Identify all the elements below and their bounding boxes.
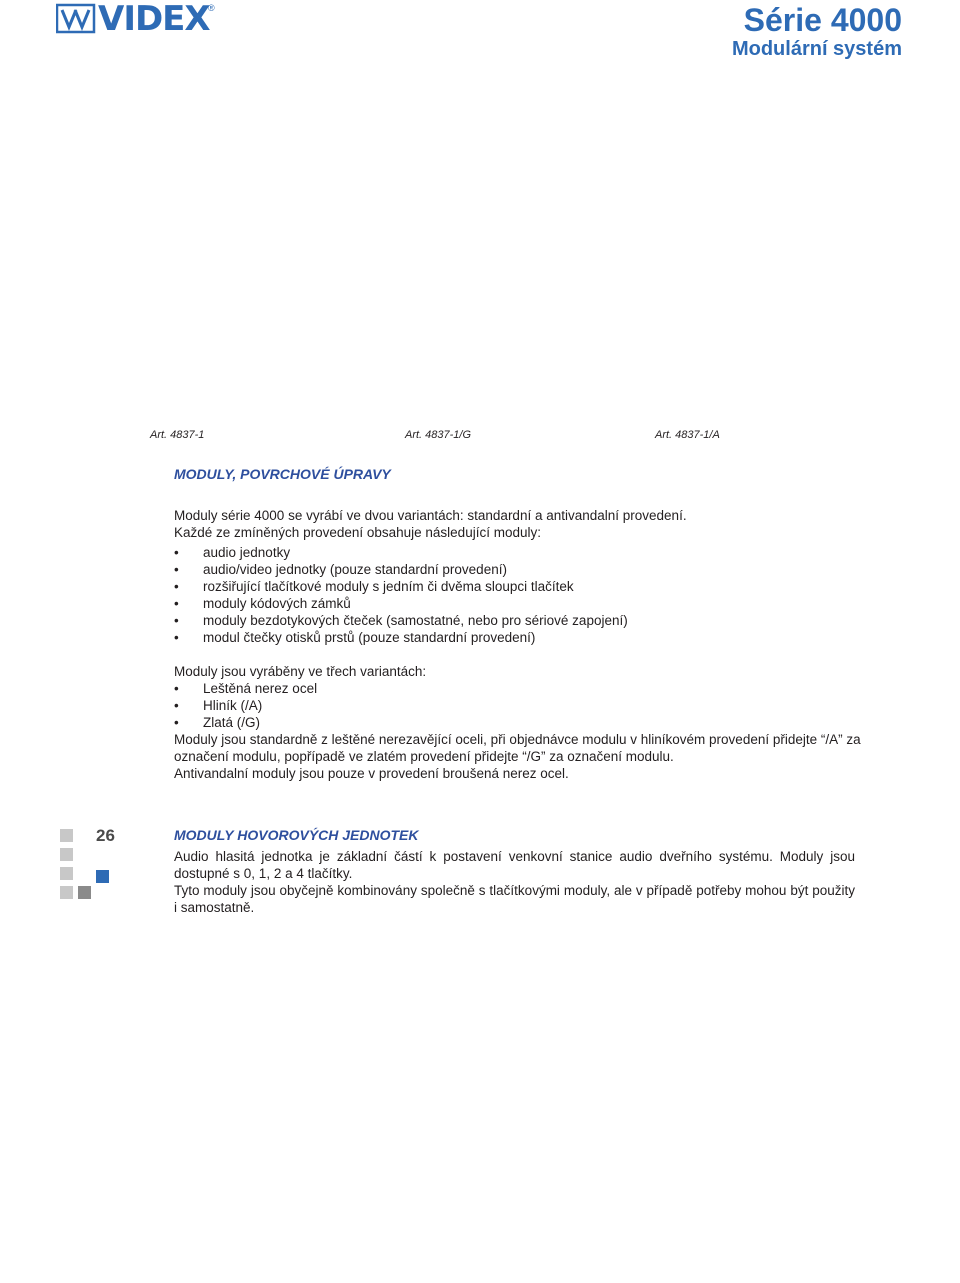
list-item: • Leštěná nerez ocel bbox=[174, 680, 864, 697]
page-number: 26 bbox=[96, 826, 115, 845]
registered-mark: ® bbox=[208, 3, 215, 13]
section-body-modules bbox=[174, 507, 864, 782]
list-item: • Hliník (/A) bbox=[174, 697, 864, 714]
intro-line-1: Moduly série 4000 se vyrábí ve dvou variantách: standardní a antivandalní provedení. bbox=[174, 508, 687, 523]
logo-wordmark: VIDEX bbox=[98, 0, 210, 39]
finish-note: Moduly jsou standardně z leštěné nerezavějící oceli, při objednávce modulu v hliníkovém provedení přidejte “/A” za označení modulu, popřípadě ve zlatém provedení přidejte “/G” za označení modulu. bbox=[174, 732, 861, 764]
intro-line-2: Každé ze zmíněných provedení obsahuje následující moduly: bbox=[174, 525, 541, 540]
list-item: • moduly bezdotykových čteček (samostatné, nebo pro sériové zapojení) bbox=[174, 612, 864, 629]
caption-art-3: Art. 4837-1/A bbox=[655, 429, 720, 441]
module-list bbox=[174, 544, 864, 646]
list-item: • Zlatá (/G) bbox=[174, 714, 864, 731]
list-item: • rozšiřující tlačítkové moduly s jedním či dvěma sloupci tlačítek bbox=[174, 578, 864, 595]
audio-paragraph-2: Tyto moduly jsou obyčejně kombinovány společně s tlačítkovými moduly, ale v případě potřeby mohou být použity i samostatně. bbox=[174, 883, 855, 915]
audio-paragraph-1: Audio hlasitá jednotka je základní částí k postavení venkovní stanice audio dveřního systému. Moduly jsou dostupné s 0, 1, 2 a 4 tlačítky. bbox=[174, 849, 855, 881]
list-item: • moduly kódových zámků bbox=[174, 595, 864, 612]
antivandal-note: Antivandalní moduly jsou pouze v provedení broušená nerez ocel. bbox=[174, 766, 569, 781]
decorative-squares bbox=[60, 829, 100, 909]
caption-art-2: Art. 4837-1/G bbox=[405, 429, 472, 441]
videx-logo bbox=[56, 0, 221, 39]
list-item: • audio jednotky bbox=[174, 544, 864, 561]
caption-art-1: Art. 4837-1 bbox=[150, 429, 205, 441]
page-title: Série 4000 bbox=[743, 2, 902, 38]
list-item: • audio/video jednotky (pouze standardní provedení) bbox=[174, 561, 864, 578]
list-item: • modul čtečky otisků prstů (pouze standardní provedení) bbox=[174, 629, 864, 646]
section-heading-modules: MODULY, POVRCHOVÉ ÚPRAVY bbox=[174, 466, 391, 482]
variants-intro: Moduly jsou vyráběny ve třech variantách: bbox=[174, 664, 427, 679]
section-body-audio-modules bbox=[174, 848, 855, 916]
variant-list bbox=[174, 680, 864, 731]
videx-emblem-icon bbox=[56, 3, 96, 35]
section-heading-audio-modules: MODULY HOVOROVÝCH JEDNOTEK bbox=[174, 827, 419, 843]
page-subtitle: Modulární systém bbox=[731, 38, 902, 60]
